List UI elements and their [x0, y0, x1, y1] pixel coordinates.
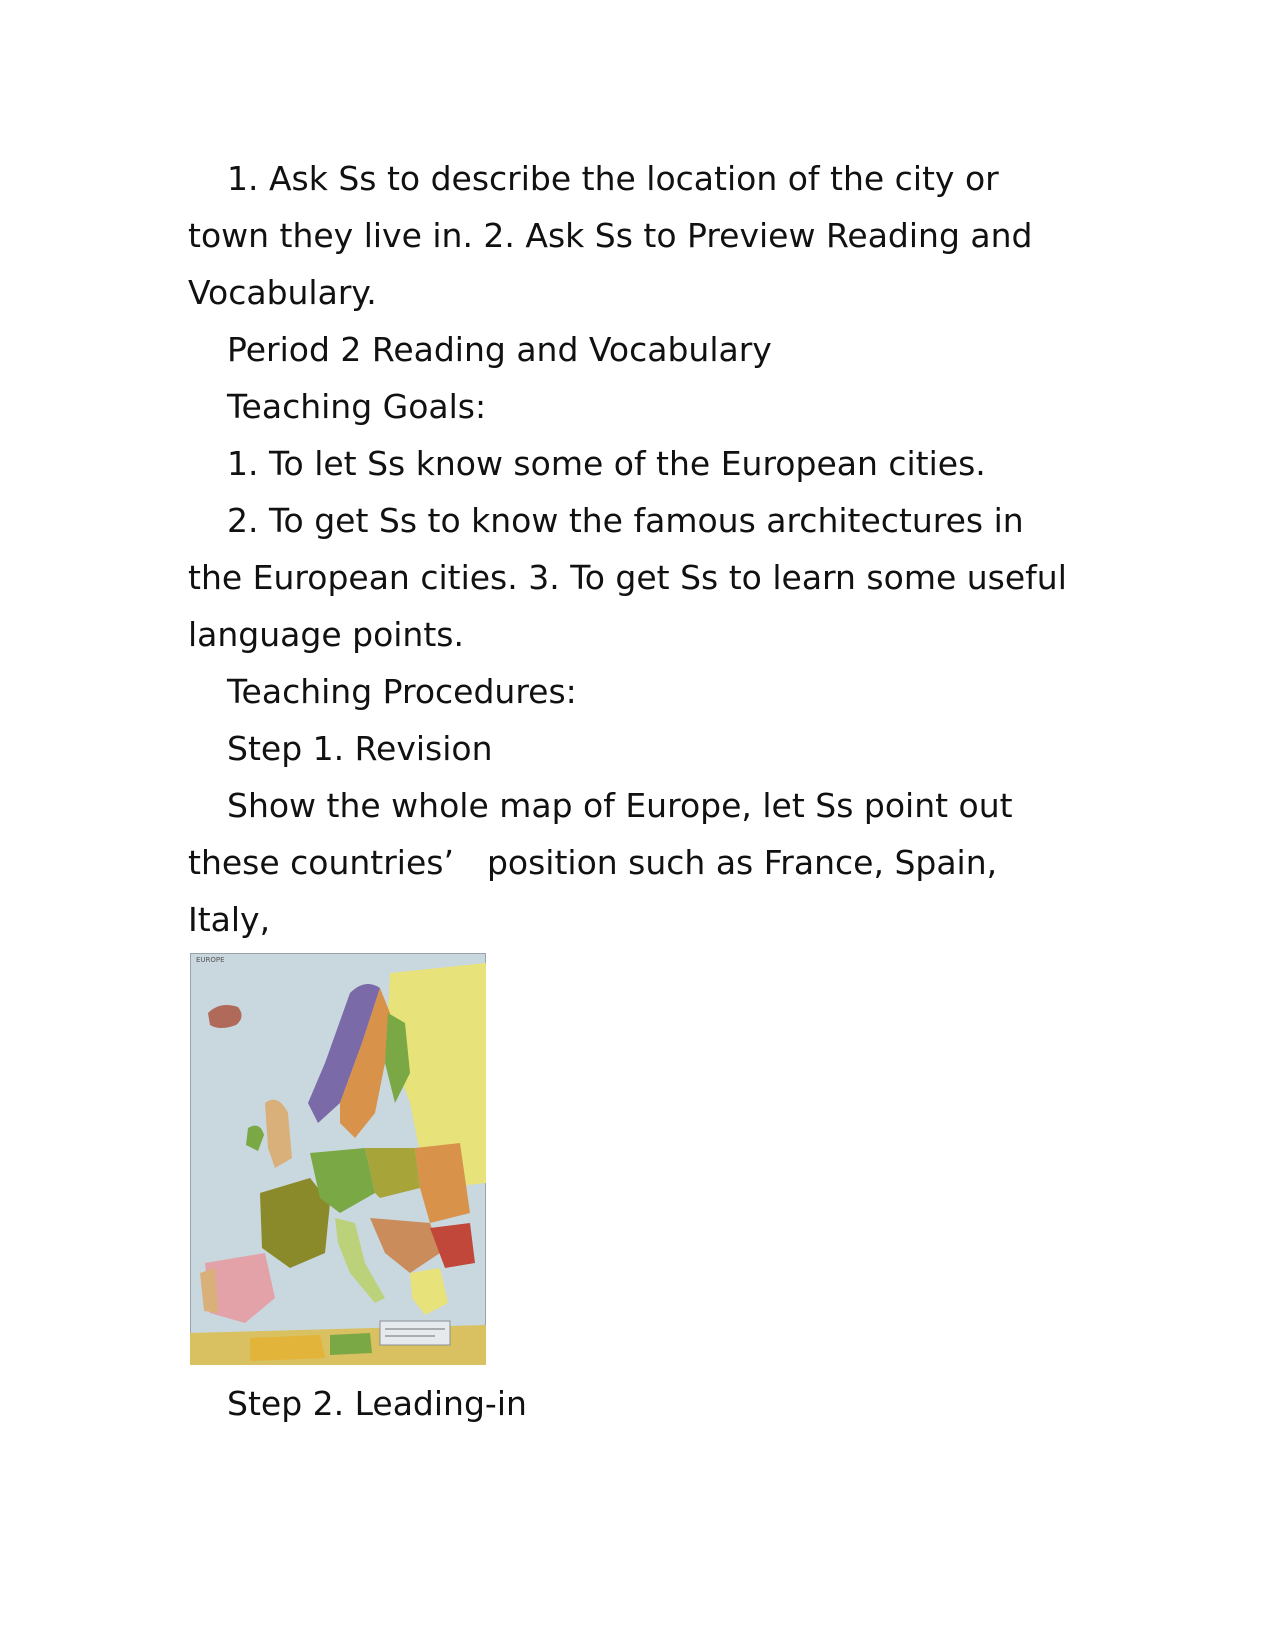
paragraph-instructions: 1. Ask Ss to describe the location of the city or town they live in. 2. Ask Ss to Preview Reading and Vocabulary.: [188, 159, 1033, 312]
paragraph-goal-1: 1. To let Ss know some of the European cities.: [227, 444, 986, 483]
paragraph-step-1-detail: Show the whole map of Europe, let Ss point out these countries’ position such as France, Spain, Italy,: [188, 786, 1013, 939]
paragraph-period-heading: Period 2 Reading and Vocabulary: [227, 330, 772, 369]
document-body-continued: [188, 1375, 1088, 1432]
paragraph-teaching-goals: Teaching Goals:: [227, 387, 487, 426]
paragraph-step-1: Step 1. Revision: [227, 729, 493, 768]
paragraph-teaching-procedures: Teaching Procedures:: [227, 672, 577, 711]
europe-map-image: [190, 953, 486, 1365]
paragraph-step-2: Step 2. Leading-in: [227, 1384, 527, 1423]
svg-text:EUROPE: EUROPE: [196, 956, 225, 964]
document-body: [188, 150, 1088, 1005]
paragraph-goal-2-3: 2. To get Ss to know the famous architectures in the European cities. 3. To get Ss to learn some useful language points.: [188, 501, 1067, 654]
